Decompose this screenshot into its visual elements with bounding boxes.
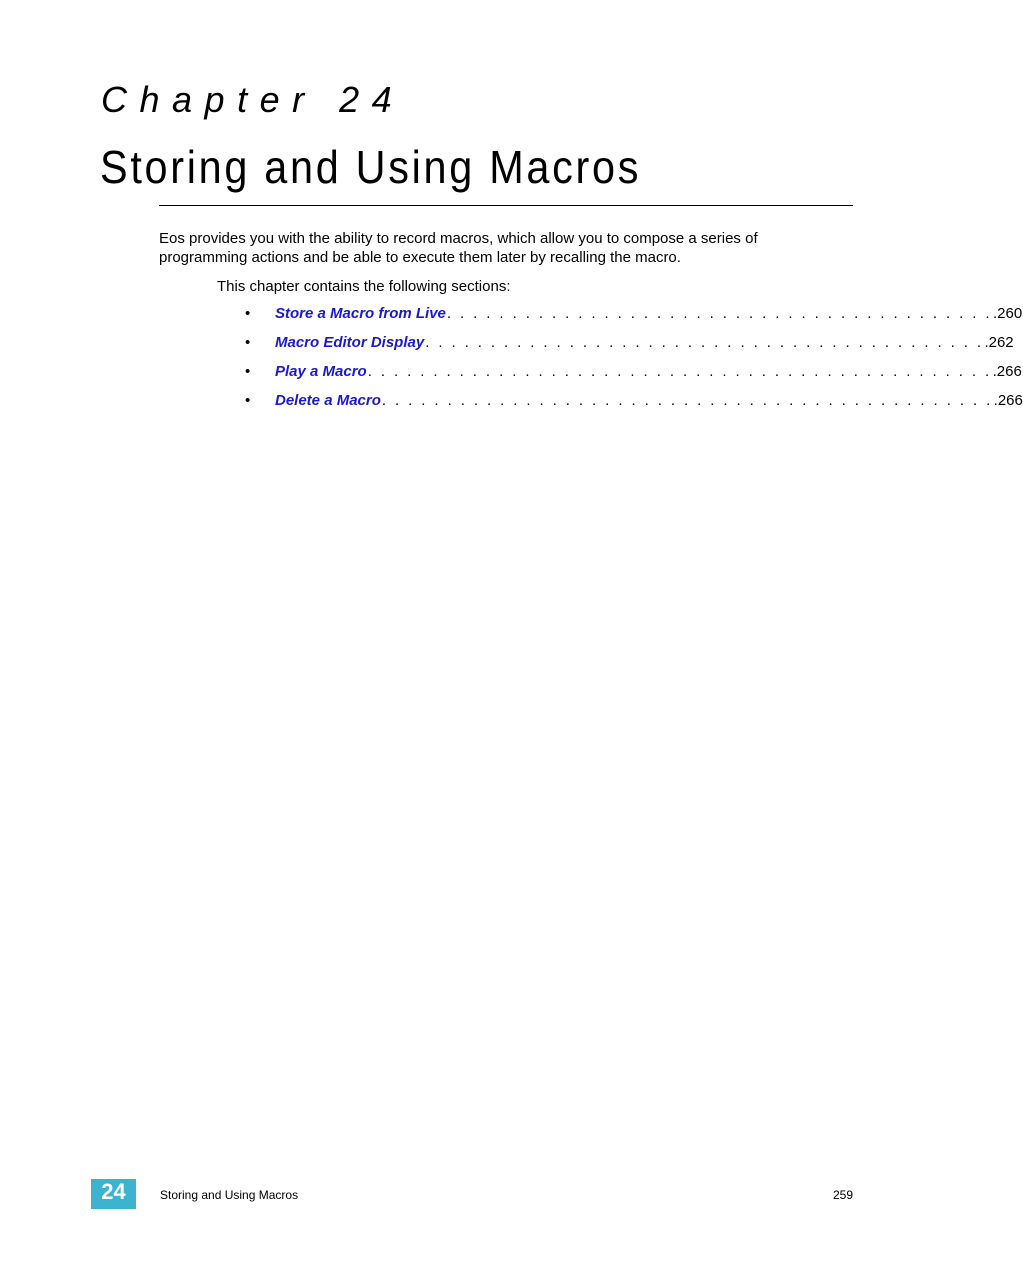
bullet: • bbox=[245, 334, 251, 351]
intro-line: Eos provides you with the ability to record macros, which allow you to compose a series of bbox=[159, 230, 758, 247]
toc-link-macro-editor[interactable]: Macro Editor Display bbox=[275, 334, 425, 351]
toc-link-play-macro[interactable]: Play a Macro bbox=[275, 363, 367, 380]
chapter-label: Chapter 24 bbox=[101, 79, 405, 120]
toc-item-delete-macro bbox=[245, 391, 1023, 420]
toc-link-delete-macro[interactable]: Delete a Macro bbox=[275, 392, 381, 409]
sections-lead-text: This chapter contains the following sections: bbox=[217, 278, 511, 295]
toc-page-number: .266 bbox=[993, 392, 1023, 409]
title-divider bbox=[159, 205, 853, 206]
bullet: • bbox=[245, 392, 251, 409]
toc-link-store-macro[interactable]: Store a Macro from Live bbox=[275, 305, 446, 322]
dot-leader: . . . . . . . . . . . . . . . . . . . . . . . . . . . . . . . . . . . . . . . . . . . . . . . . bbox=[367, 363, 992, 380]
section-list bbox=[245, 304, 1023, 420]
dot-leader: . . . . . . . . . . . . . . . . . . . . . . . . . . . . . . . . . . . . . . . . . . . bbox=[425, 334, 984, 351]
toc-item-play-macro bbox=[245, 362, 1022, 391]
bullet: • bbox=[245, 305, 251, 322]
toc-entry bbox=[275, 304, 1023, 323]
toc-page-number: .260 bbox=[993, 305, 1023, 322]
toc-entry bbox=[275, 333, 1014, 352]
chapter-number-tab: 24 bbox=[91, 1179, 136, 1209]
dot-leader: . . . . . . . . . . . . . . . . . . . . . . . . . . . . . . . . . . . . . . . . . . bbox=[446, 305, 992, 322]
toc-item-store-macro bbox=[245, 304, 1023, 333]
dot-leader: . . . . . . . . . . . . . . . . . . . . . . . . . . . . . . . . . . . . . . . . . . . . . . . bbox=[381, 392, 993, 409]
bullet: • bbox=[245, 363, 251, 380]
footer-page-number: 259 bbox=[832, 1188, 853, 1202]
toc-item-macro-editor bbox=[245, 333, 1014, 362]
toc-page-number: .262 bbox=[984, 334, 1014, 351]
toc-entry bbox=[275, 391, 1023, 410]
toc-entry bbox=[275, 362, 1022, 381]
intro-line: programming actions and be able to execute them later by recalling the macro. bbox=[159, 249, 681, 266]
chapter-title: Storing and Using Macros bbox=[100, 141, 642, 193]
footer-chapter-title: Storing and Using Macros bbox=[160, 1188, 299, 1202]
toc-page-number: .266 bbox=[992, 363, 1022, 380]
intro-paragraph bbox=[159, 229, 853, 267]
